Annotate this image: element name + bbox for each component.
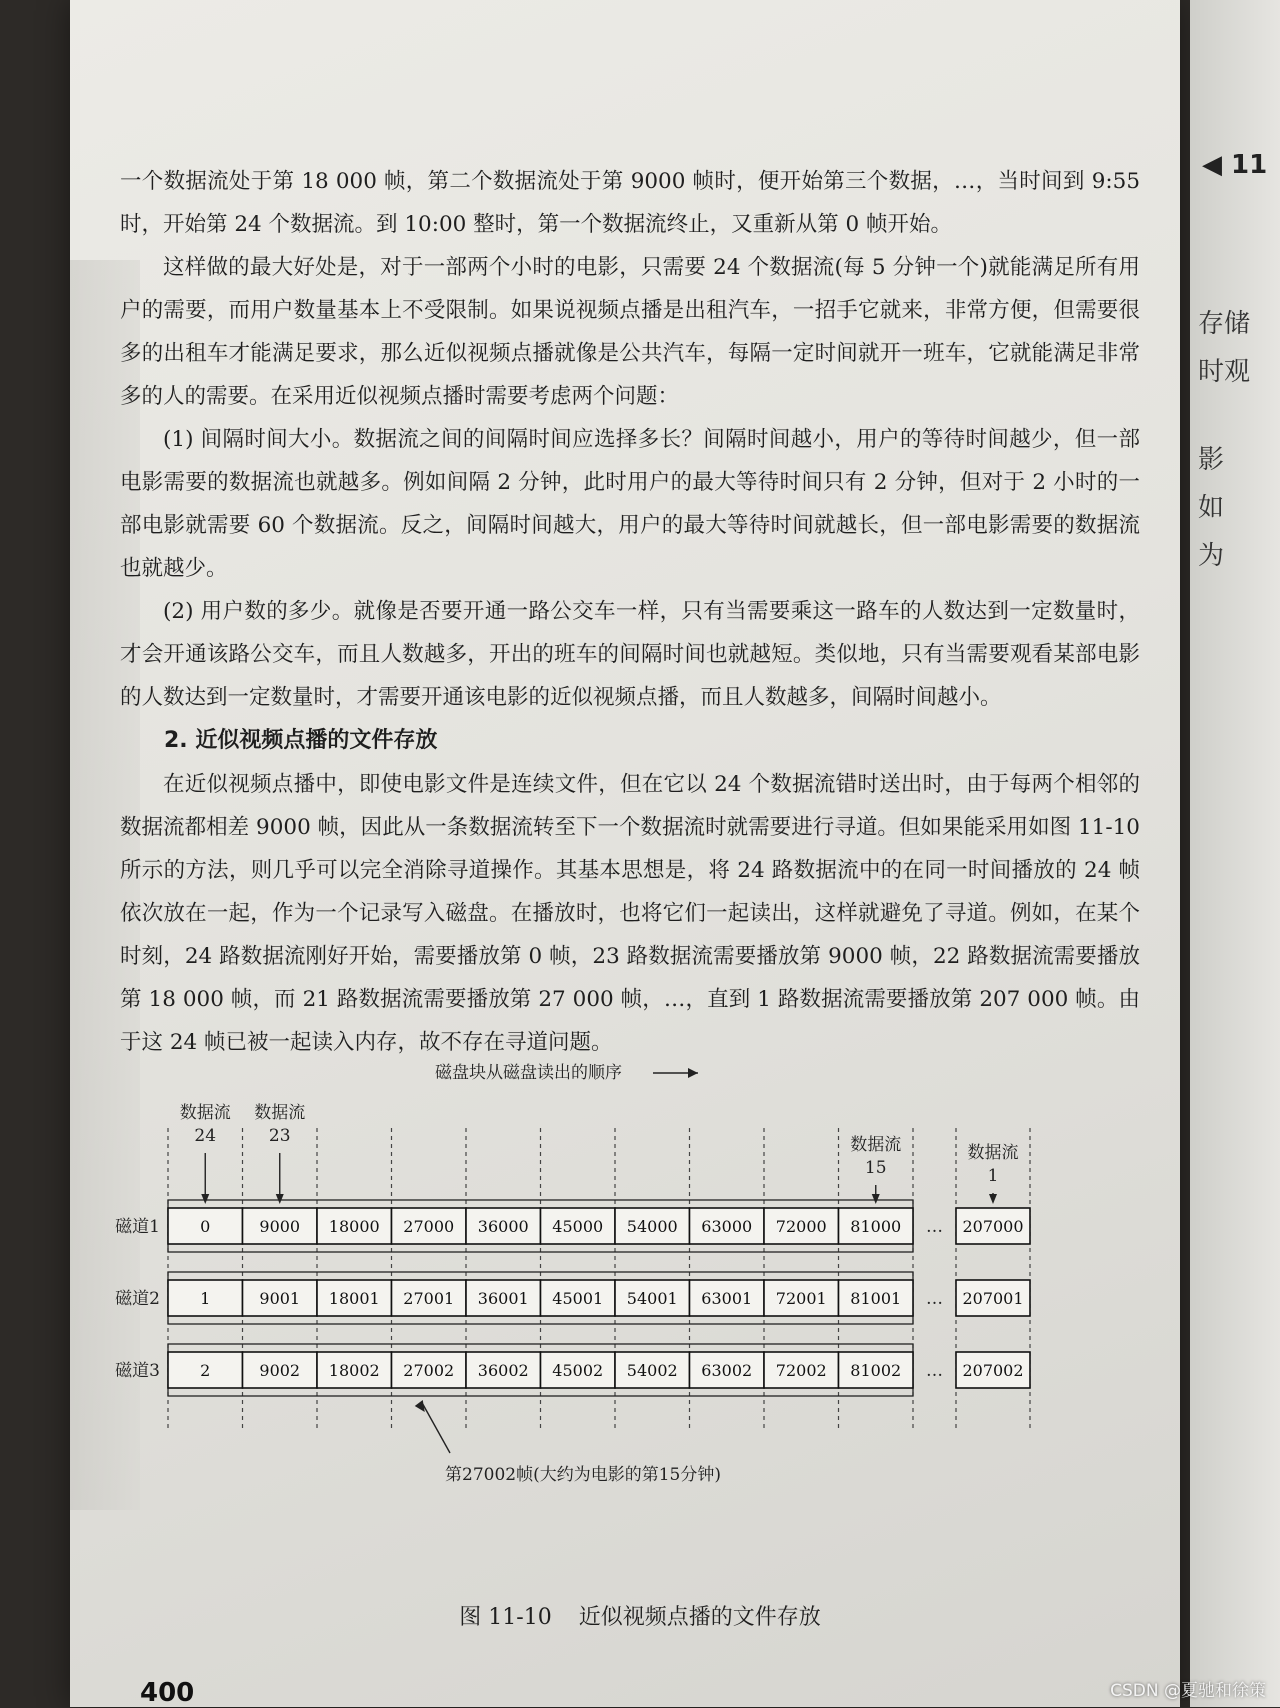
frame-number: 72002	[775, 1361, 827, 1380]
body-text	[120, 160, 1140, 1064]
read-order-label: 磁盘块从磁盘读出的顺序	[435, 1063, 622, 1083]
adjacent-fragment: 如	[1198, 493, 1225, 523]
frame-number: 81000	[850, 1217, 902, 1236]
track-label: 磁道3	[115, 1361, 160, 1381]
paragraph: 在近似视频点播中，即使电影文件是连续文件，但在它以 24 个数据流错时送出时，由于每两个相邻的数据流都相差 9000 帧，因此从一条数据流转至下一个数据流时就需要进行寻道。但如果能采用如图 11-10 所示的方法，则几乎可以完全消除寻道操作。其基本思想是，将 24 路数据流中的在同一时间播放的 24 帧依次放在一起，作为一个记录写入磁盘。在播放时，也将它们一起读出，这样就避免了寻道。例如，在某个时刻，24 路数据流刚好开始，需要播放第 0 帧，23 路数据流需要播放第 9000 帧，22 路数据流需要播放第 18 000 帧，而 21 路数据流需要播放第 27 000 帧，…，直到 1 路数据流需要播放第 207 000 帧。由于这 24 帧已被一起读入内存，故不存在寻道问题。	[120, 772, 1140, 1055]
frame-number: 9002	[259, 1361, 301, 1380]
ellipsis: …	[926, 1289, 943, 1309]
track-label: 磁道2	[115, 1289, 160, 1309]
section-heading: 2. 近似视频点播的文件存放	[164, 728, 438, 753]
frame-number: 36001	[477, 1289, 529, 1308]
frame-number: 45000	[552, 1217, 604, 1236]
stream-label: 数据流	[850, 1135, 902, 1155]
frame-number: 18002	[328, 1361, 380, 1380]
caption-number: 图 11-10	[459, 1605, 552, 1630]
stream-number: 15	[864, 1158, 887, 1178]
adjacent-page-header: ◀ 11	[1202, 150, 1268, 180]
paragraph: (2) 用户数的多少。就像是否要开通一路公交车一样，只有当需要乘这一路车的人数达到一定数量时，才会开通该路公交车，而且人数越多，开出的班车的间隔时间也就越短。类似地，只有当需要观看某部电影的人数达到一定数量时，才需要开通该电影的近似视频点播，而且人数越多，间隔时间越小。	[120, 599, 1140, 710]
stream-number: 23	[268, 1126, 291, 1146]
stream-arrow-head	[989, 1194, 997, 1204]
stream-arrow-head	[201, 1194, 209, 1204]
frame-number: 9001	[259, 1289, 301, 1308]
adjacent-page-fragments	[1198, 300, 1250, 580]
track-label: 磁道1	[115, 1217, 160, 1237]
frame-number: 45001	[552, 1289, 604, 1308]
stream-number: 1	[987, 1166, 999, 1186]
frame-number: 27000	[403, 1217, 455, 1236]
frame-number: 27001	[403, 1289, 455, 1308]
frame-number: 81001	[850, 1289, 902, 1308]
frame-number: 1	[200, 1289, 211, 1308]
frame-number: 18000	[328, 1217, 380, 1236]
frame-number: 2	[200, 1361, 211, 1380]
frame-number: 72001	[775, 1289, 827, 1308]
annotation-arrow-line	[423, 1404, 450, 1453]
watermark: CSDN @夏驰和徐策	[1110, 1681, 1266, 1701]
adjacent-page	[1190, 0, 1280, 1707]
frame-number: 18001	[328, 1289, 380, 1308]
stream-label: 数据流	[254, 1103, 306, 1123]
adjacent-fragment: 影	[1198, 445, 1225, 475]
annotation-label: 第27002帧(大约为电影的第15分钟)	[445, 1465, 721, 1485]
frame-number: 54001	[626, 1289, 678, 1308]
adjacent-fragment: 为	[1198, 541, 1225, 571]
paragraph: 这样做的最大好处是，对于一部两个小时的电影，只需要 24 个数据流(每 5 分钟一个)就能满足所有用户的需要，而用户数量基本上不受限制。如果说视频点播是出租汽车，一招手它就来，非常方便，但需要很多的出租车才能满足要求，那么近似视频点播就像是公共汽车，每隔一定时间就开一班车，它就能满足非常多的人的需要。在采用近似视频点播时需要考虑两个问题：	[120, 255, 1140, 409]
caption-title: 近似视频点播的文件存放	[578, 1605, 821, 1630]
read-order-arrow-head	[688, 1068, 698, 1078]
stream-arrow-head	[872, 1194, 880, 1204]
paragraph: 一个数据流处于第 18 000 帧，第二个数据流处于第 9000 帧时，便开始第三个数据，…，当时间到 9:55 时，开始第 24 个数据流。到 10:00 整时，第一个数据流终止，又重新从第 0 帧开始。	[120, 169, 1140, 237]
adjacent-fragment: 存储	[1198, 309, 1251, 339]
paragraph: (1) 间隔时间大小。数据流之间的间隔时间应选择多长？间隔时间越小，用户的等待时间越少，但一部电影需要的数据流也就越多。例如间隔 2 分钟，此时用户的最大等待时间只有 2 分钟，但对于 2 小时的一部电影就需要 60 个数据流。反之，间隔时间越大，用户的最大等待时间就越长，但一部电影需要的数据流也就越少。	[120, 427, 1140, 581]
frame-number: 72000	[775, 1217, 827, 1236]
frame-number: 54002	[626, 1361, 678, 1380]
figure-11-10	[90, 1048, 1130, 1608]
frame-number: 207001	[962, 1289, 1024, 1308]
frame-number: 81002	[850, 1361, 902, 1380]
frame-number: 36002	[477, 1361, 529, 1380]
ellipsis: …	[926, 1217, 943, 1237]
frame-number: 9000	[259, 1217, 301, 1236]
frame-number: 63002	[701, 1361, 753, 1380]
annotation-arrow-head	[415, 1400, 425, 1412]
frame-number: 0	[200, 1217, 211, 1236]
page-number: 400	[140, 1678, 195, 1708]
frame-number: 45002	[552, 1361, 604, 1380]
stream-number: 24	[194, 1126, 217, 1146]
adjacent-fragment: 时观	[1198, 357, 1251, 387]
disk-layout-diagram	[90, 1048, 1130, 1588]
frame-number: 207000	[962, 1217, 1024, 1236]
stream-label: 数据流	[967, 1143, 1019, 1163]
frame-number: 63000	[701, 1217, 753, 1236]
frame-number: 27002	[403, 1361, 455, 1380]
stream-arrow-head	[276, 1194, 284, 1204]
frame-number: 54000	[626, 1217, 678, 1236]
ellipsis: …	[926, 1361, 943, 1381]
frame-number: 207002	[962, 1361, 1024, 1380]
frame-number: 63001	[701, 1289, 753, 1308]
frame-number: 36000	[477, 1217, 529, 1236]
stream-label: 数据流	[179, 1103, 231, 1123]
figure-caption	[0, 1600, 1280, 1631]
